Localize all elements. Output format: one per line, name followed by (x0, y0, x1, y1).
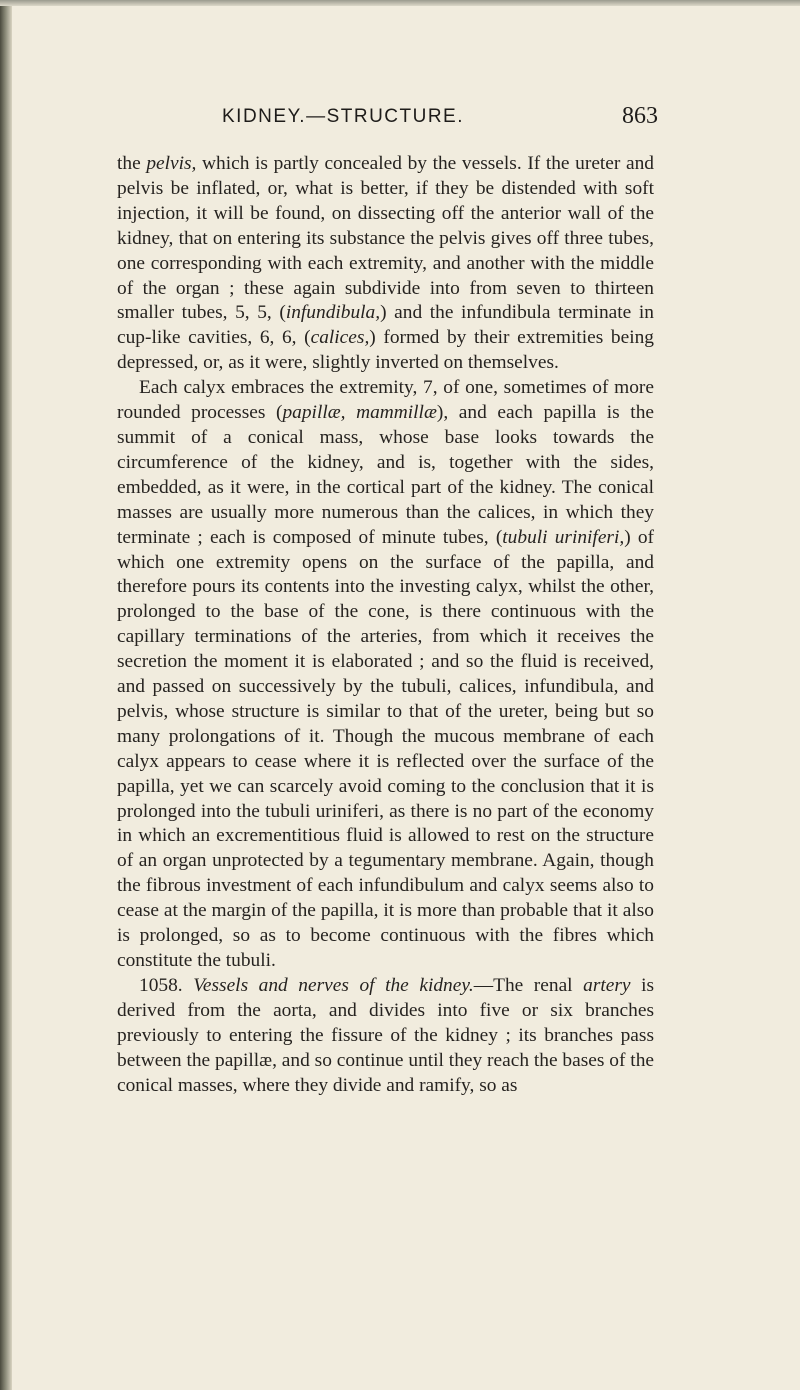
section-number: 1058. (139, 974, 194, 996)
text-run: which is partly concealed by the vessels. If the ureter and pelvis be inflated, or, what is better, if they be distended with soft injection, it will be found, on dissecting off the anterior wall of the kidney, that on entering its substance the pelvis gives off three tubes, one corresponding with each extremity, and another with the middle of the organ ; these again subdivide into from seven to thirteen smaller tubes, 5, 5, ( (117, 153, 654, 324)
italic-term: tubuli uriniferi, (502, 526, 625, 548)
page-top-edge (0, 0, 800, 6)
text-run: ) of which one extremity opens on the surface of the papilla, and therefore pours its contents into the investing calyx, whilst the other, prolonged to the base of the cone, is there continuous with the capillary terminations of the arteries, from which it receives the secretion the moment it is elaborated ; and so the fluid is received, and passed on successively by the tubuli, calices, infundibula, and pelvis, whose structure is similar to that of the ureter, being but so many prolongations of it. Though the mucous membrane of each calyx appears to cease where it is reflected over the surface of the papilla, yet we can scarcely avoid coming to the conclusion that it is prolonged into the tubuli uriniferi, as there is no part of the economy in which an excrementitious fluid is allowed to rest on the structure of an organ unprotected by a tegumentary membrane. Again, though the fibrous investment of each infundibulum and calyx seems also to cease at the margin of the papilla, it is more than probable that it also is prolonged, so as to become continuous with the fibres which constitute the tubuli. (117, 526, 654, 971)
italic-term: calices, (310, 327, 370, 349)
text-run: is derived from the aorta, and divides into five or six branches previously to entering the fissure of the kidney ; its branches pass between the papillæ, and so continue until they reach the bases of the conical masses, where they divide and ramify, so as (117, 974, 654, 1096)
book-binding-edge (0, 0, 12, 1390)
text-run: —The renal (473, 974, 584, 996)
text-run: ), and each papilla is the summit of a conical mass, whose base looks towards the circumference of the kidney, and is, together with the sides, embedded, as it were, in the cortical part of the kidney. The conical masses are usually more numerous than the calices, in which they terminate ; each is composed of minute tubes, ( (117, 402, 654, 548)
italic-term: papillæ, mammillæ (282, 402, 437, 424)
text-run: ) formed by their extremities being depressed, or, as it were, slightly inverted on themselves. (117, 327, 654, 374)
paragraph-calyx (117, 376, 654, 974)
paragraph-pelvis (117, 152, 654, 376)
italic-term: pelvis, (146, 153, 197, 174)
text-run: ) and the infundibula terminate in cup-like cavities, 6, 6, ( (117, 302, 654, 349)
italic-term: artery (583, 974, 631, 996)
paragraph-vessels-nerves (117, 974, 654, 1099)
italic-term: infundibula, (285, 302, 381, 324)
page-number: 863 (622, 103, 658, 129)
text-run: Each calyx embraces the extremity, 7, of one, sometimes of more rounded processes ( (117, 377, 654, 424)
body-text (117, 152, 654, 1098)
section-heading: Vessels and nerves of the kidney. (193, 974, 474, 996)
text-run: the (117, 153, 147, 174)
running-title: KIDNEY.—STRUCTURE. (222, 106, 465, 127)
page-header (0, 103, 800, 140)
